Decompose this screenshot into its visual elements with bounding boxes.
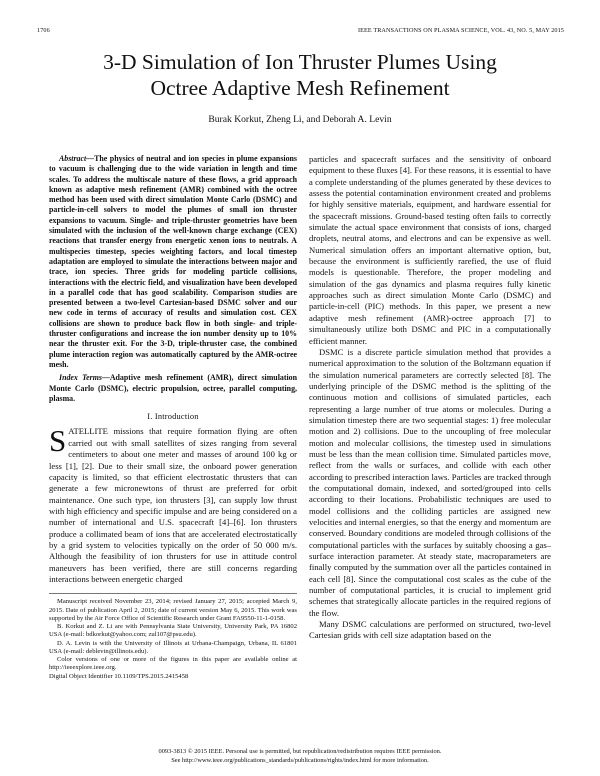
copyright-link-line: See http://www.ieee.org/publications_standards/publications/rights/index.html for more information. bbox=[171, 757, 429, 764]
footnote-color: Color versions of one or more of the figures in this paper are available online at http://ieeexplore.ieee.org. bbox=[49, 656, 297, 672]
abstract-label: Abstract— bbox=[59, 154, 95, 163]
right-column bbox=[309, 154, 551, 642]
footnote-manuscript: Manuscript received November 23, 2014; revised January 27, 2015; accepted March 9, 2015. Date of publication April 2, 2015; date of current version May 6, 2015. This work was supported by the Air Force Office of Scientific Research under Grant FA9550-11-1-0158. bbox=[49, 598, 297, 622]
abstract bbox=[49, 154, 297, 370]
body-paragraph-2: DSMC is a discrete particle simulation method that provides a numerical approximation to the solution of the Boltzmann equation if the simulation numerical parameters are correctly selected [8]. The underlying principle of the DSMC method is the splitting of the continuous motion and collisions of simulated particles, each representing a large number of true atoms or molecules. During a simulation timestep there are two sequential stages: 1) free molecular motion and 2) collisions. Due to the uncoupling of free molecular motion and molecular collisions, the timestep used in simulations must be less than the mean collision time. Simulated particles move, reflect from the walls or surfaces, and collide with each other according to prescribed interaction laws. Particles are tracked through the computational domain, indexed, and sorted/grouped into cells according to their locations. Probabilistic techniques are used to model collisions and the colliding particles are assigned new velocities and internal energies, so that the energy and momentum are conserved. Boundary conditions are modeled through collisions of the computational particles with the surfaces by suitably choosing a gas–surface interaction parameter. At steady state, macroparameters are finally computed by the summation over all the particles contained in each cell [8]. Since the computational cost scales as the cube of the number of computational particles, it is crucial to implement grid schemes that strategically allocate particles in the required regions of the flow. bbox=[309, 346, 551, 618]
footnote-doi: Digital Object Identifier 10.1109/TPS.2015.2415458 bbox=[49, 672, 189, 680]
title-line-1: 3-D Simulation of Ion Thruster Plumes Using bbox=[103, 50, 497, 74]
body-paragraph-3: Many DSMC calculations are performed on structured, two-level Cartesian grids with cell size adaptation based on the bbox=[309, 619, 551, 641]
left-column bbox=[49, 154, 297, 681]
index-terms-text: Adaptive mesh refinement (AMR), direct simulation Monte Carlo (DSMC), electric propulsion, octree, parallel computing, plasma. bbox=[49, 373, 297, 403]
copyright-line: 0093-3813 © 2015 IEEE. Personal use is permitted, but republication/redistribution requires IEEE permission. bbox=[158, 748, 442, 755]
intro-paragraph-text: ATELLITE missions that require formation flying are often carried out with small satellites of sizes ranging from several centimeters to about one meter and masses of around 100 kg or less [1], [2]. Due to their small size, the onboard power generation capacity is limited, so that efficient electrostatic thrusters that can generate a few micronewtons of thrust are preferred for orbit maintenance. One such type, ion thrusters [3], can supply low thrust with high efficiency and specific impulse and are being considered on a number of international and U.S. spacecraft [4]–[6]. Ion thrusters produce a collimated beam of ions that are accelerated electrostatically by a grid system to velocities typically on the order of 50 000 m/s. Although the feasibility of ion thrusters for use in attitude control maneuvers has been verified, there are still concerns regarding interactions between energetic charged bbox=[49, 426, 297, 584]
footnotes bbox=[49, 593, 297, 681]
section-heading-introduction: I. Introduction bbox=[147, 412, 199, 422]
footnote-levin: D. A. Levin is with the University of Illinois at Urbana-Champaign, Urbana, IL 61801 USA (e-mail: deblevin@illinois.edu). bbox=[49, 639, 297, 655]
abstract-text: The physics of neutral and ion species in plume expansions to vacuum is challenging due to the wide variation in length and time scales. To address the multiscale nature of these flows, a grid approach known as adaptive mesh refinement (AMR) combined with the octree method has been used with direct simulation Monte Carlo (DSMC) and particle-in-cell solvers to model the plumes of small ion thruster expansions to vacuum. Single- and triple-thruster geometries have been simulated with the inclusion of the well-known charge exchange (CEX) reactions that transfer energy from energetic xenon ions to neutrals. A multispecies timestep, species weighting factors, and local timestep adaptation are employed to simulate the interactions between major and trace, ion species. Three grids for modeling particle collisions, interactions with the electric field, and visualization have been developed in a parallel code that has good scalability. Comparison studies are presented between a two-level Cartesian-based DSMC solver and our new code in terms of accuracy of results and simulation cost. CEX collisions are shown to produce back flow in both single- and triple-thruster configurations and increase the ion number density up to 10% near the thruster exit. For the 3-D, triple-thruster case, the combined plume interaction region was automatically captured by the AMR-octree mesh. bbox=[49, 154, 297, 369]
body-paragraph-1: particles and spacecraft surfaces and the sensitivity of onboard equipment to these fluxes [4]. For these reasons, it is essential to have a complete understanding of the plumes generated by these devices to assess the potential contamination environment created and problems for highly sensitive materials, equipment, and hardware essential for the spacecraft missions. Ground-based testing often fails to correctly simulate the actual space environment that consists of ions, charged droplets, neutral atoms, and electrons and can be expensive as well. Numerical simulation offers an important alternative option, but, because the environment is sufficiently rarefied, the use of fluid models is questionable. Therefore, the proper modeling and simulation of the gas dynamics and plasma requires fully kinetic approaches such as direct simulation Monte Carlo (DSMC) and particle-in-cell (PIC) methods. In this paper, we present a new adaptive mesh refinement (AMR)-octree approach [7] to simultaneously utilize both DSMC and PIC in a computationally efficient manner. bbox=[309, 154, 551, 346]
authors: Burak Korkut, Zheng Li, and Deborah A. Levin bbox=[208, 114, 392, 125]
title-line-2: Octree Adaptive Mesh Refinement bbox=[150, 76, 450, 100]
journal-header: IEEE TRANSACTIONS ON PLASMA SCIENCE, VOL. 43, NO. 5, MAY 2015 bbox=[357, 27, 564, 34]
index-terms bbox=[49, 373, 297, 404]
paper-title bbox=[40, 49, 560, 101]
footnote-korkut-li: B. Korkut and Z. Li are with Pennsylvania State University, University Park, PA 16802 USA (e-mail: bdkorkut@yahoo.com; zul107@psu.edu). bbox=[49, 623, 297, 639]
drop-cap: S bbox=[49, 423, 67, 459]
intro-paragraph bbox=[49, 423, 297, 585]
index-terms-label: Index Terms— bbox=[59, 373, 110, 383]
page-number: 1706 bbox=[37, 27, 50, 34]
